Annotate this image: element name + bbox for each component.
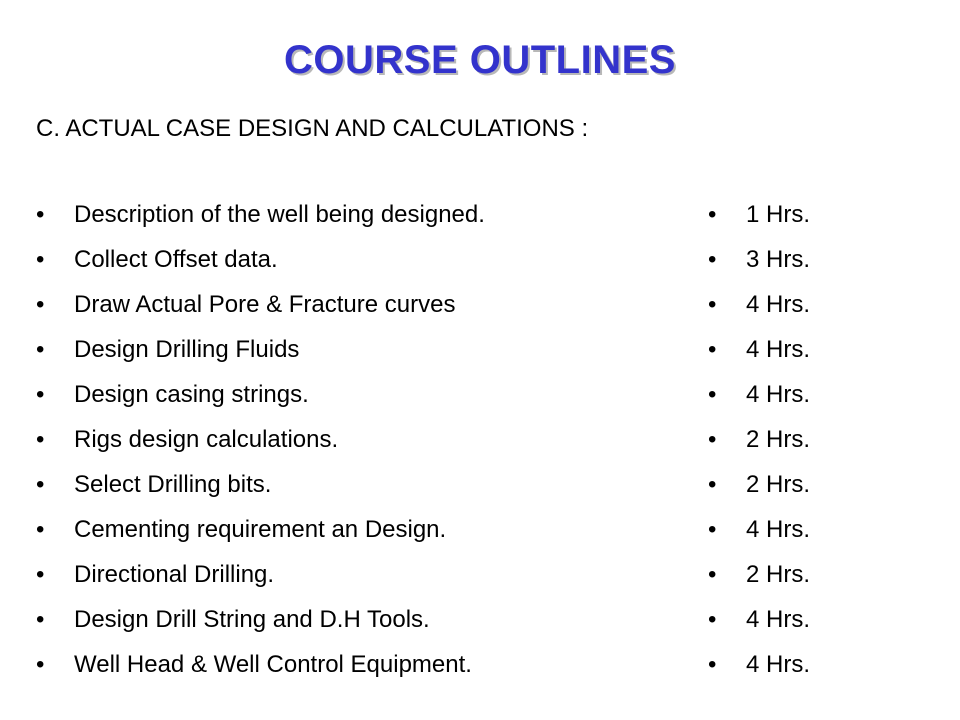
hours-item (708, 417, 908, 462)
bullet-icon: • (36, 291, 45, 318)
hours-label: 4 Hrs. (746, 381, 811, 408)
topic-list (36, 192, 666, 687)
bullet-icon: • (708, 471, 717, 498)
bullet-icon: • (36, 651, 45, 678)
topic-item (36, 552, 666, 597)
hours-label: 2 Hrs. (746, 471, 811, 498)
hours-label: 4 Hrs. (746, 516, 811, 543)
topic-label: Select Drilling bits. (74, 471, 272, 498)
topic-item (36, 417, 666, 462)
topic-item (36, 642, 666, 687)
hours-list (708, 192, 908, 687)
topic-label: Rigs design calculations. (74, 426, 339, 453)
bullet-icon: • (708, 651, 717, 678)
bullet-icon: • (708, 291, 717, 318)
topic-label: Draw Actual Pore & Fracture curves (74, 291, 456, 318)
section-heading: C. ACTUAL CASE DESIGN AND CALCULATIONS : (36, 115, 589, 142)
hours-item (708, 462, 908, 507)
hours-label: 4 Hrs. (746, 606, 811, 633)
topic-label: Design Drilling Fluids (74, 336, 300, 363)
hours-item (708, 552, 908, 597)
bullet-icon: • (708, 246, 717, 273)
hours-label: 4 Hrs. (746, 291, 811, 318)
bullet-icon: • (708, 561, 717, 588)
topic-item (36, 597, 666, 642)
hours-item (708, 327, 908, 372)
bullet-icon: • (36, 381, 45, 408)
bullet-icon: • (708, 516, 717, 543)
topic-label: Design casing strings. (74, 381, 309, 408)
bullet-icon: • (36, 336, 45, 363)
topic-item (36, 237, 666, 282)
bullet-icon: • (36, 561, 45, 588)
bullet-icon: • (708, 201, 717, 228)
topic-label: Directional Drilling. (74, 561, 275, 588)
topic-item (36, 507, 666, 552)
topic-item (36, 462, 666, 507)
hours-item (708, 372, 908, 417)
topic-item (36, 372, 666, 417)
hours-item (708, 642, 908, 687)
hours-item (708, 282, 908, 327)
topic-label: Design Drill String and D.H Tools. (74, 606, 430, 633)
hours-item (708, 237, 908, 282)
hours-label: 2 Hrs. (746, 561, 811, 588)
hours-label: 4 Hrs. (746, 651, 811, 678)
topic-label: Well Head & Well Control Equipment. (74, 651, 472, 678)
bullet-icon: • (708, 336, 717, 363)
bullet-icon: • (36, 516, 45, 543)
hours-label: 1 Hrs. (746, 201, 811, 228)
bullet-icon: • (36, 471, 45, 498)
hours-item (708, 192, 908, 237)
topic-label: Collect Offset data. (74, 246, 278, 273)
bullet-icon: • (36, 246, 45, 273)
hours-label: 4 Hrs. (746, 336, 811, 363)
bullet-icon: • (708, 426, 717, 453)
topic-item (36, 327, 666, 372)
bullet-icon: • (708, 606, 717, 633)
topic-label: Description of the well being designed. (74, 201, 485, 228)
topic-item (36, 192, 666, 237)
hours-item (708, 597, 908, 642)
bullet-icon: • (36, 426, 45, 453)
bullet-icon: • (36, 606, 45, 633)
hours-label: 3 Hrs. (746, 246, 811, 273)
bullet-icon: • (36, 201, 45, 228)
hours-label: 2 Hrs. (746, 426, 811, 453)
topic-label: Cementing requirement an Design. (74, 516, 447, 543)
slide-title: COURSE OUTLINES (284, 38, 676, 82)
bullet-icon: • (708, 381, 717, 408)
hours-item (708, 507, 908, 552)
topic-item (36, 282, 666, 327)
